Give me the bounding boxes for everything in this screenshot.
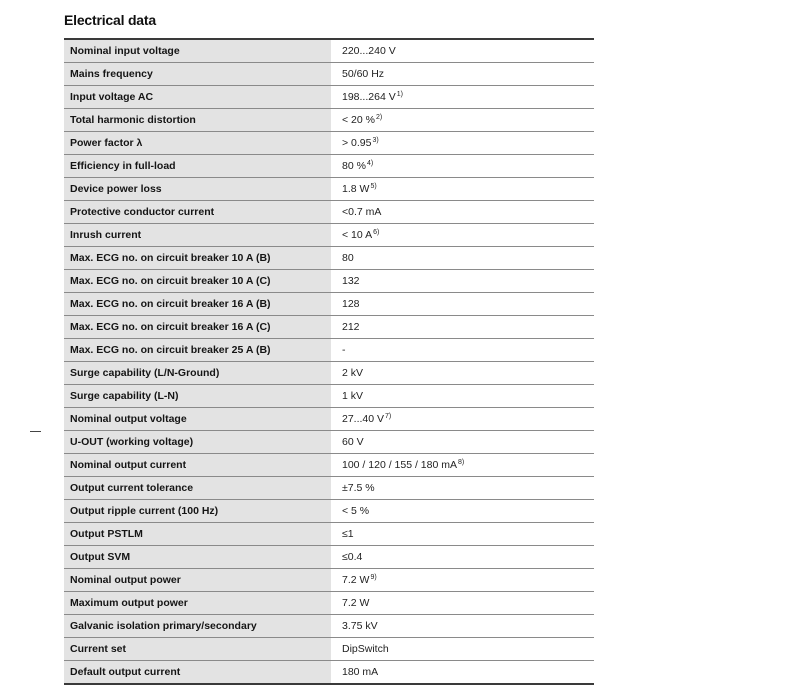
row-value (332, 178, 595, 201)
table-row (64, 132, 594, 155)
row-value (332, 270, 595, 293)
row-value-text: 100 / 120 / 155 / 180 mA (342, 459, 457, 471)
row-label: Max. ECG no. on circuit breaker 16 A (B) (64, 293, 332, 316)
row-value (332, 293, 595, 316)
row-footnote: 3) (372, 137, 379, 144)
table-row (64, 546, 594, 569)
section-title: Electrical data (64, 12, 156, 28)
table-body (64, 39, 594, 684)
row-value-text: 220...240 V (342, 45, 396, 57)
row-value (332, 385, 595, 408)
row-label: Galvanic isolation primary/secondary (64, 615, 332, 638)
row-value (332, 477, 595, 500)
table-row (64, 39, 594, 63)
table-row (64, 201, 594, 224)
row-label: Inrush current (64, 224, 332, 247)
row-value (332, 39, 595, 63)
row-value-text: 132 (342, 275, 360, 287)
row-value-text: 3.75 kV (342, 620, 378, 632)
row-value-text: ±7.5 % (342, 482, 375, 494)
table-row (64, 408, 594, 431)
row-label: U-OUT (working voltage) (64, 431, 332, 454)
row-label: Max. ECG no. on circuit breaker 16 A (C) (64, 316, 332, 339)
row-value (332, 523, 595, 546)
row-label: Surge capability (L-N) (64, 385, 332, 408)
row-value-text: 80 % (342, 160, 366, 172)
row-value-text: 50/60 Hz (342, 68, 385, 80)
row-value-text: < 5 % (342, 505, 370, 517)
table-row (64, 500, 594, 523)
row-value (332, 615, 595, 638)
row-value-text: 1.8 W (342, 183, 370, 195)
row-value-text: < 10 A (342, 229, 373, 241)
row-value-text: 180 mA (342, 666, 379, 678)
row-value-text: < 20 % (342, 114, 375, 126)
row-label: Efficiency in full-load (64, 155, 332, 178)
electrical-data-table (64, 38, 594, 685)
row-value (332, 132, 595, 155)
table-row (64, 293, 594, 316)
table-row (64, 316, 594, 339)
row-label: Output SVM (64, 546, 332, 569)
row-label: Max. ECG no. on circuit breaker 10 A (B) (64, 247, 332, 270)
row-label: Output current tolerance (64, 477, 332, 500)
table-row (64, 178, 594, 201)
table-row (64, 339, 594, 362)
table-row (64, 431, 594, 454)
row-value (332, 155, 595, 178)
row-footnote: 6) (373, 229, 380, 236)
row-value (332, 362, 595, 385)
table-row (64, 385, 594, 408)
row-footnote: 4) (366, 160, 374, 167)
row-value (332, 86, 595, 109)
table-row (64, 270, 594, 293)
table-row (64, 63, 594, 86)
table-row (64, 454, 594, 477)
row-value (332, 247, 595, 270)
row-value-text: 128 (342, 298, 360, 310)
row-value (332, 431, 595, 454)
row-value (332, 592, 595, 615)
row-label: Nominal input voltage (64, 39, 332, 63)
row-label: Max. ECG no. on circuit breaker 25 A (B) (64, 339, 332, 362)
row-label: Nominal output power (64, 569, 332, 592)
row-value (332, 638, 595, 661)
table-row (64, 477, 594, 500)
row-label: Input voltage AC (64, 86, 332, 109)
table-row (64, 224, 594, 247)
row-value (332, 316, 595, 339)
table-row (64, 615, 594, 638)
row-value-text: 7.2 W (342, 574, 370, 586)
row-label: Output ripple current (100 Hz) (64, 500, 332, 523)
row-value-text: > 0.95 (342, 137, 372, 149)
table-row (64, 86, 594, 109)
row-label: Mains frequency (64, 63, 332, 86)
row-value-text: DipSwitch (342, 643, 389, 655)
table-row (64, 569, 594, 592)
table-row (64, 247, 594, 270)
row-value-text: ≤0.4 (342, 551, 363, 563)
row-label: Current set (64, 638, 332, 661)
row-label: Output PSTLM (64, 523, 332, 546)
row-value-text: 1 kV (342, 390, 364, 402)
row-value-text: 80 (342, 252, 354, 264)
table-row (64, 638, 594, 661)
table-row (64, 523, 594, 546)
row-value-text: 212 (342, 321, 360, 333)
row-footnote: 7) (385, 413, 392, 420)
row-value-text: 2 kV (342, 367, 364, 379)
row-value (332, 201, 595, 224)
table-row (64, 362, 594, 385)
row-value-text: <0.7 mA (342, 206, 382, 218)
row-footnote: 2) (375, 114, 383, 121)
row-footnote: 9) (370, 574, 377, 581)
row-label: Total harmonic distortion (64, 109, 332, 132)
table-row (64, 155, 594, 178)
row-value-text: ≤1 (342, 528, 354, 540)
row-footnote: 5) (370, 183, 377, 190)
row-label: Nominal output current (64, 454, 332, 477)
row-value (332, 500, 595, 523)
table-row (64, 109, 594, 132)
row-label: Nominal output voltage (64, 408, 332, 431)
row-value (332, 454, 595, 477)
row-value (332, 63, 595, 86)
row-value-text: 27...40 V (342, 413, 385, 425)
row-value-text: 60 V (342, 436, 364, 448)
row-value (332, 109, 595, 132)
row-value (332, 661, 595, 685)
table-row (64, 661, 594, 685)
row-value-text: - (342, 344, 346, 356)
row-footnote: 8) (458, 459, 465, 466)
row-value (332, 569, 595, 592)
row-label: Power factor λ (64, 132, 332, 155)
row-value (332, 408, 595, 431)
row-label: Maximum output power (64, 592, 332, 615)
row-value-text: 7.2 W (342, 597, 370, 609)
row-value-text: 198...264 V (342, 91, 396, 103)
row-value (332, 339, 595, 362)
row-label: Default output current (64, 661, 332, 685)
table-row (64, 592, 594, 615)
row-value (332, 224, 595, 247)
margin-dash (30, 431, 41, 432)
row-label: Protective conductor current (64, 201, 332, 224)
row-value (332, 546, 595, 569)
row-label: Surge capability (L/N-Ground) (64, 362, 332, 385)
row-footnote: 1) (396, 91, 403, 98)
row-label: Device power loss (64, 178, 332, 201)
row-label: Max. ECG no. on circuit breaker 10 A (C) (64, 270, 332, 293)
